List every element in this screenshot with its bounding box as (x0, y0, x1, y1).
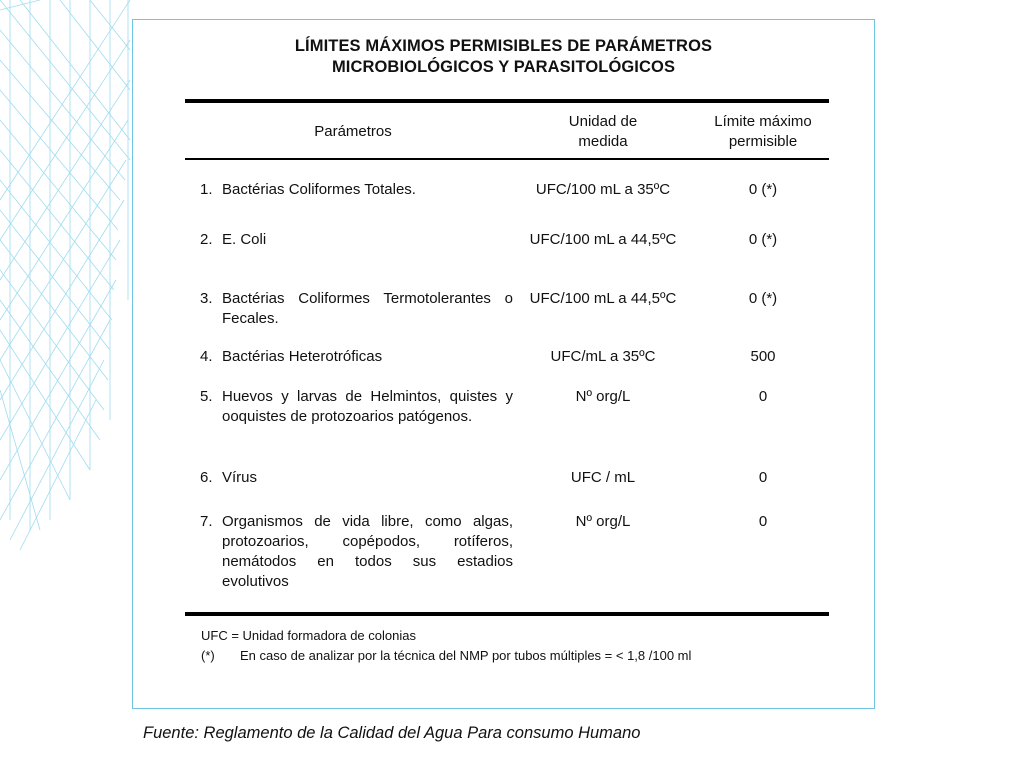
row-limit: 500 (750, 348, 776, 365)
header-parametros: Parámetros (314, 123, 392, 140)
row-limit: 0 (758, 388, 768, 405)
row-limit: 0 (*) (748, 181, 778, 198)
row-param: E. Coli (222, 231, 267, 248)
row-number: 6. (200, 469, 213, 486)
row-unit: UFC/mL a 35ºC (550, 348, 656, 365)
row-param: Huevos y larvas de Helmintos, quistes y ooquistes de protozoarios patógenos. (222, 388, 513, 425)
row-limit: 0 (758, 513, 768, 530)
row-number: 4. (200, 348, 213, 365)
row-limit: 0 (*) (748, 231, 778, 248)
table-notes (201, 626, 691, 666)
header-rule (185, 158, 829, 160)
row-unit: UFC/100 mL a 44,5ºC (529, 290, 677, 307)
row-number: 3. (200, 290, 213, 307)
table-title (133, 36, 874, 78)
title-line-1: LÍMITES MÁXIMOS PERMISIBLES DE PARÁMETROS (294, 37, 713, 55)
row-param: Organismos de vida libre, como algas, protozoarios, copépodos, rotíferos, nemátodos en todos sus estadios evolutivos (222, 513, 513, 590)
note-asterisk-mark: (*) (201, 648, 215, 663)
header-unidad-line2: medida (578, 133, 628, 150)
header-unidad (528, 112, 678, 152)
header-unidad-line1: Unidad de (568, 113, 638, 130)
row-number: 1. (200, 181, 213, 198)
source-caption: Fuente: Reglamento de la Calidad del Agua Para consumo Humano (143, 724, 641, 742)
row-param: Bactérias Heterotróficas (222, 348, 383, 365)
row-number: 7. (200, 513, 213, 530)
header-limite (693, 112, 833, 152)
row-unit: UFC / mL (570, 469, 636, 486)
row-unit: Nº org/L (575, 388, 631, 405)
row-param: Vírus (222, 469, 258, 486)
note-asterisk (201, 646, 691, 666)
note-asterisk-text: En caso de analizar por la técnica del NMP por tubos múltiples = < 1,8 /100 ml (240, 648, 692, 663)
row-unit: UFC/100 mL a 44,5ºC (529, 231, 677, 248)
header-limite-line2: permisible (728, 133, 798, 150)
top-rule (185, 99, 829, 103)
title-line-2: MICROBIOLÓGICOS Y PARASITOLÓGICOS (331, 58, 676, 76)
bottom-rule (185, 612, 829, 616)
row-param: Bactérias Coliformes Termotolerantes o Fecales. (222, 290, 513, 327)
wireframe-decoration (0, 0, 140, 560)
table-panel (132, 19, 875, 709)
row-limit: 0 (758, 469, 768, 486)
row-number: 2. (200, 231, 213, 248)
header-limite-line1: Límite máximo (714, 113, 812, 130)
note-ufc: UFC = Unidad formadora de colonias (201, 628, 416, 643)
row-unit: UFC/100 mL a 35ºC (535, 181, 671, 198)
row-limit: 0 (*) (748, 290, 778, 307)
row-param: Bactérias Coliformes Totales. (222, 181, 416, 198)
row-number: 5. (200, 388, 213, 405)
row-unit: Nº org/L (575, 513, 631, 530)
